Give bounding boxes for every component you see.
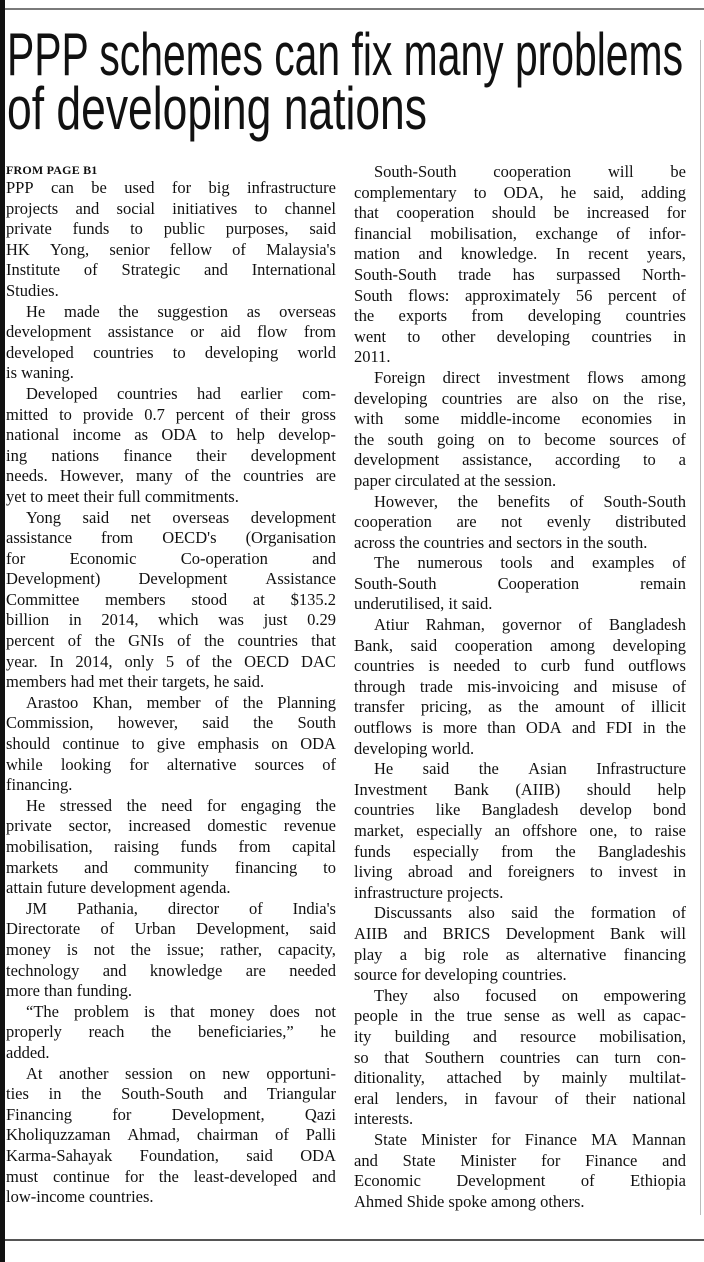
text-line: financial mobilisation, exchange of infor- bbox=[354, 223, 686, 243]
text-line: ing nations finance their development bbox=[6, 445, 336, 465]
text-line: outflows is more than ODA and FDI in the bbox=[354, 718, 686, 738]
article-column-left bbox=[6, 160, 336, 1208]
text-line: He said the Asian Infrastructure bbox=[374, 759, 686, 779]
text-line: However, the benefits of South-South bbox=[374, 491, 686, 511]
text-line: source for developing countries. bbox=[354, 965, 567, 985]
paragraph bbox=[354, 492, 686, 554]
text-line: The numerous tools and examples of bbox=[374, 553, 686, 573]
text-line: should continue to give emphasis on ODA bbox=[6, 734, 336, 754]
text-line: Directorate of Urban Development, said bbox=[6, 919, 336, 939]
text-line: They also focused on empowering bbox=[374, 985, 686, 1005]
paragraph bbox=[354, 903, 686, 985]
text-line: properly reach the beneficiaries,” he bbox=[6, 1022, 336, 1042]
paragraph bbox=[354, 553, 686, 615]
text-line: Kholiquzzaman Ahmad, chairman of Palli bbox=[6, 1125, 336, 1145]
paragraph bbox=[6, 1002, 336, 1064]
text-line: South-South Cooperation remain bbox=[354, 573, 686, 593]
text-line: paper circulated at the session. bbox=[354, 470, 557, 490]
text-line: across the countries and sectors in the south. bbox=[354, 532, 648, 552]
text-line: developing world. bbox=[354, 738, 475, 758]
paragraph bbox=[6, 899, 336, 1002]
text-line: markets and community financing to bbox=[6, 857, 336, 877]
text-line: through trade mis-invoicing and misuse of bbox=[354, 676, 686, 696]
text-line: Committee members stood at $135.2 bbox=[6, 589, 336, 609]
right-rule bbox=[700, 40, 701, 1215]
text-line: 2011. bbox=[354, 347, 391, 367]
text-line: interests. bbox=[354, 1109, 414, 1129]
headline-line-2: of developing nations bbox=[7, 75, 427, 142]
text-line: national income as ODA to help develop- bbox=[6, 425, 336, 445]
text-line: people in the true sense as well as capac- bbox=[354, 1006, 686, 1026]
top-rule bbox=[5, 8, 704, 10]
text-line: with some middle-income economies in bbox=[354, 409, 686, 429]
text-line: Discussants also said the formation of bbox=[374, 903, 686, 923]
text-line: added. bbox=[6, 1042, 50, 1062]
text-line: Bank, said cooperation among developing bbox=[354, 635, 686, 655]
text-line: Developed countries had earlier com- bbox=[26, 383, 336, 403]
paragraph bbox=[6, 384, 336, 508]
text-line: ditionality, attached by mainly multilat- bbox=[354, 1068, 686, 1088]
text-line: mobilisation, raising funds from capital bbox=[6, 837, 336, 856]
text-line: Commission, however, said the South bbox=[6, 713, 336, 733]
text-line: HK Yong, senior fellow of Malaysia's bbox=[6, 239, 336, 259]
text-line: and State Minister for Finance and bbox=[354, 1150, 686, 1170]
text-line: Development) Development Assistance bbox=[6, 569, 336, 589]
text-line: PPP can be used for big infrastructure bbox=[6, 178, 336, 197]
text-line: low-income countries. bbox=[6, 1187, 154, 1207]
text-line: Investment Bank (AIIB) should help bbox=[354, 779, 686, 799]
text-line: percent of the GNIs of the countries that bbox=[6, 631, 336, 651]
text-line: Financing for Development, Qazi bbox=[6, 1104, 336, 1124]
text-line: living abroad and foreigners to invest in bbox=[354, 862, 686, 882]
text-line: Yong said net overseas development bbox=[26, 507, 336, 527]
paragraph bbox=[6, 1064, 336, 1208]
paragraph bbox=[6, 508, 336, 693]
text-line: funds especially from the Bangladeshis bbox=[354, 841, 686, 861]
headline bbox=[7, 21, 697, 142]
text-line: the south going on to become sources of bbox=[354, 429, 686, 449]
paragraph bbox=[6, 796, 336, 899]
text-line: mation and knowledge. In recent years, bbox=[354, 244, 686, 264]
text-line: AIIB and BRICS Development Bank will bbox=[354, 923, 686, 943]
text-line: South flows: approximately 56 percent of bbox=[354, 285, 686, 305]
paragraph bbox=[354, 759, 686, 903]
text-line: complementary to ODA, he said, adding bbox=[354, 182, 686, 202]
text-line: Atiur Rahman, governor of Bangladesh bbox=[374, 615, 686, 635]
text-line: year. In 2014, only 5 of the OECD DAC bbox=[6, 651, 336, 671]
headline-line-1: PPP schemes can fix many problems bbox=[7, 21, 683, 88]
text-line: attain future development agenda. bbox=[6, 878, 231, 898]
paragraph bbox=[354, 368, 686, 492]
text-line: He made the suggestion as overseas bbox=[26, 301, 336, 321]
text-line: financing. bbox=[6, 775, 73, 795]
text-line: infrastructure projects. bbox=[354, 882, 504, 902]
text-line: projects and social initiatives to channel bbox=[6, 198, 336, 218]
bottom-rule bbox=[5, 1239, 704, 1241]
text-line: countries is needed to curb fund outflows bbox=[354, 656, 686, 676]
paragraph bbox=[354, 986, 686, 1130]
text-line: more than funding. bbox=[6, 981, 133, 1001]
text-line: for Economic Co-operation and bbox=[6, 548, 336, 568]
text-line: the exports from developing countries bbox=[354, 306, 686, 326]
text-line: private sector, increased domestic revenue bbox=[6, 816, 336, 836]
left-edge-bar bbox=[0, 0, 5, 1262]
text-line: mitted to provide 0.7 percent of their gross bbox=[6, 404, 336, 424]
text-line: billion in 2014, which was just 0.29 bbox=[6, 610, 336, 630]
text-line: Ahmed Shide spoke among others. bbox=[354, 1191, 585, 1211]
text-line: Foreign direct investment flows among bbox=[374, 367, 686, 387]
text-line: developed countries to developing world bbox=[6, 342, 336, 362]
text-line: Arastoo Khan, member of the Planning bbox=[26, 692, 336, 712]
text-line: He stressed the need for engaging the bbox=[26, 795, 336, 815]
text-line: so that Southern countries can turn con- bbox=[354, 1047, 686, 1067]
text-line: went to other developing countries in bbox=[354, 326, 686, 346]
text-line: countries like Bangladesh develop bond bbox=[354, 800, 686, 820]
text-line: transfer pricing, as the amount of illicit bbox=[354, 697, 686, 717]
text-line: private funds to public purposes, said bbox=[6, 219, 336, 239]
paragraph bbox=[354, 162, 686, 368]
text-line: Economic Development of Ethiopia bbox=[354, 1171, 686, 1191]
text-line: technology and knowledge are needed bbox=[6, 960, 336, 980]
text-line: needs. However, many of the countries are bbox=[6, 466, 336, 486]
text-line: eral lenders, in favour of their national bbox=[354, 1088, 686, 1108]
text-line: State Minister for Finance MA Mannan bbox=[374, 1129, 686, 1149]
text-line: cooperation are not evenly distributed bbox=[354, 512, 686, 532]
text-line: JM Pathania, director of India's bbox=[26, 898, 336, 918]
text-line: development assistance or aid flow from bbox=[6, 322, 336, 342]
article-column-right bbox=[354, 162, 686, 1212]
paragraph bbox=[6, 693, 336, 796]
text-line: play a big role as alternative financing bbox=[354, 944, 686, 964]
text-line: South-South trade has surpassed North- bbox=[354, 264, 686, 284]
paragraph bbox=[6, 302, 336, 384]
text-line: yet to meet their full commitments. bbox=[6, 486, 239, 506]
text-line: assistance from OECD's (Organisation bbox=[6, 528, 336, 548]
text-line: ties in the South-South and Triangular bbox=[6, 1084, 336, 1104]
text-line: while looking for alternative sources of bbox=[6, 754, 336, 774]
continued-from-label: FROM PAGE B1 bbox=[6, 163, 98, 177]
text-line: Institute of Strategic and International bbox=[6, 260, 336, 280]
text-line: Karma-Sahayak Foundation, said ODA bbox=[6, 1145, 336, 1165]
paragraph bbox=[354, 1130, 686, 1212]
text-line: ity building and resource mobilisation, bbox=[354, 1026, 686, 1046]
text-line: Studies. bbox=[6, 280, 59, 300]
text-line: “The problem is that money does not bbox=[26, 1001, 336, 1021]
text-line: underutilised, it said. bbox=[354, 594, 493, 614]
text-line: members had met their targets, he said. bbox=[6, 672, 265, 692]
text-line: At another session on new opportuni- bbox=[26, 1063, 336, 1083]
text-line: must continue for the least-developed and bbox=[6, 1166, 336, 1186]
text-line: that cooperation should be increased for bbox=[354, 203, 686, 223]
paragraph bbox=[354, 615, 686, 759]
paragraph bbox=[6, 178, 336, 302]
text-line: money is not the issue; rather, capacity, bbox=[6, 939, 336, 959]
text-line: development assistance, according to a bbox=[354, 450, 686, 470]
text-line: South-South cooperation will be bbox=[374, 162, 686, 181]
text-line: is waning. bbox=[6, 363, 74, 383]
text-line: developing countries are also on the rise, bbox=[354, 388, 686, 408]
text-line: market, especially an offshore one, to raise bbox=[354, 821, 686, 840]
